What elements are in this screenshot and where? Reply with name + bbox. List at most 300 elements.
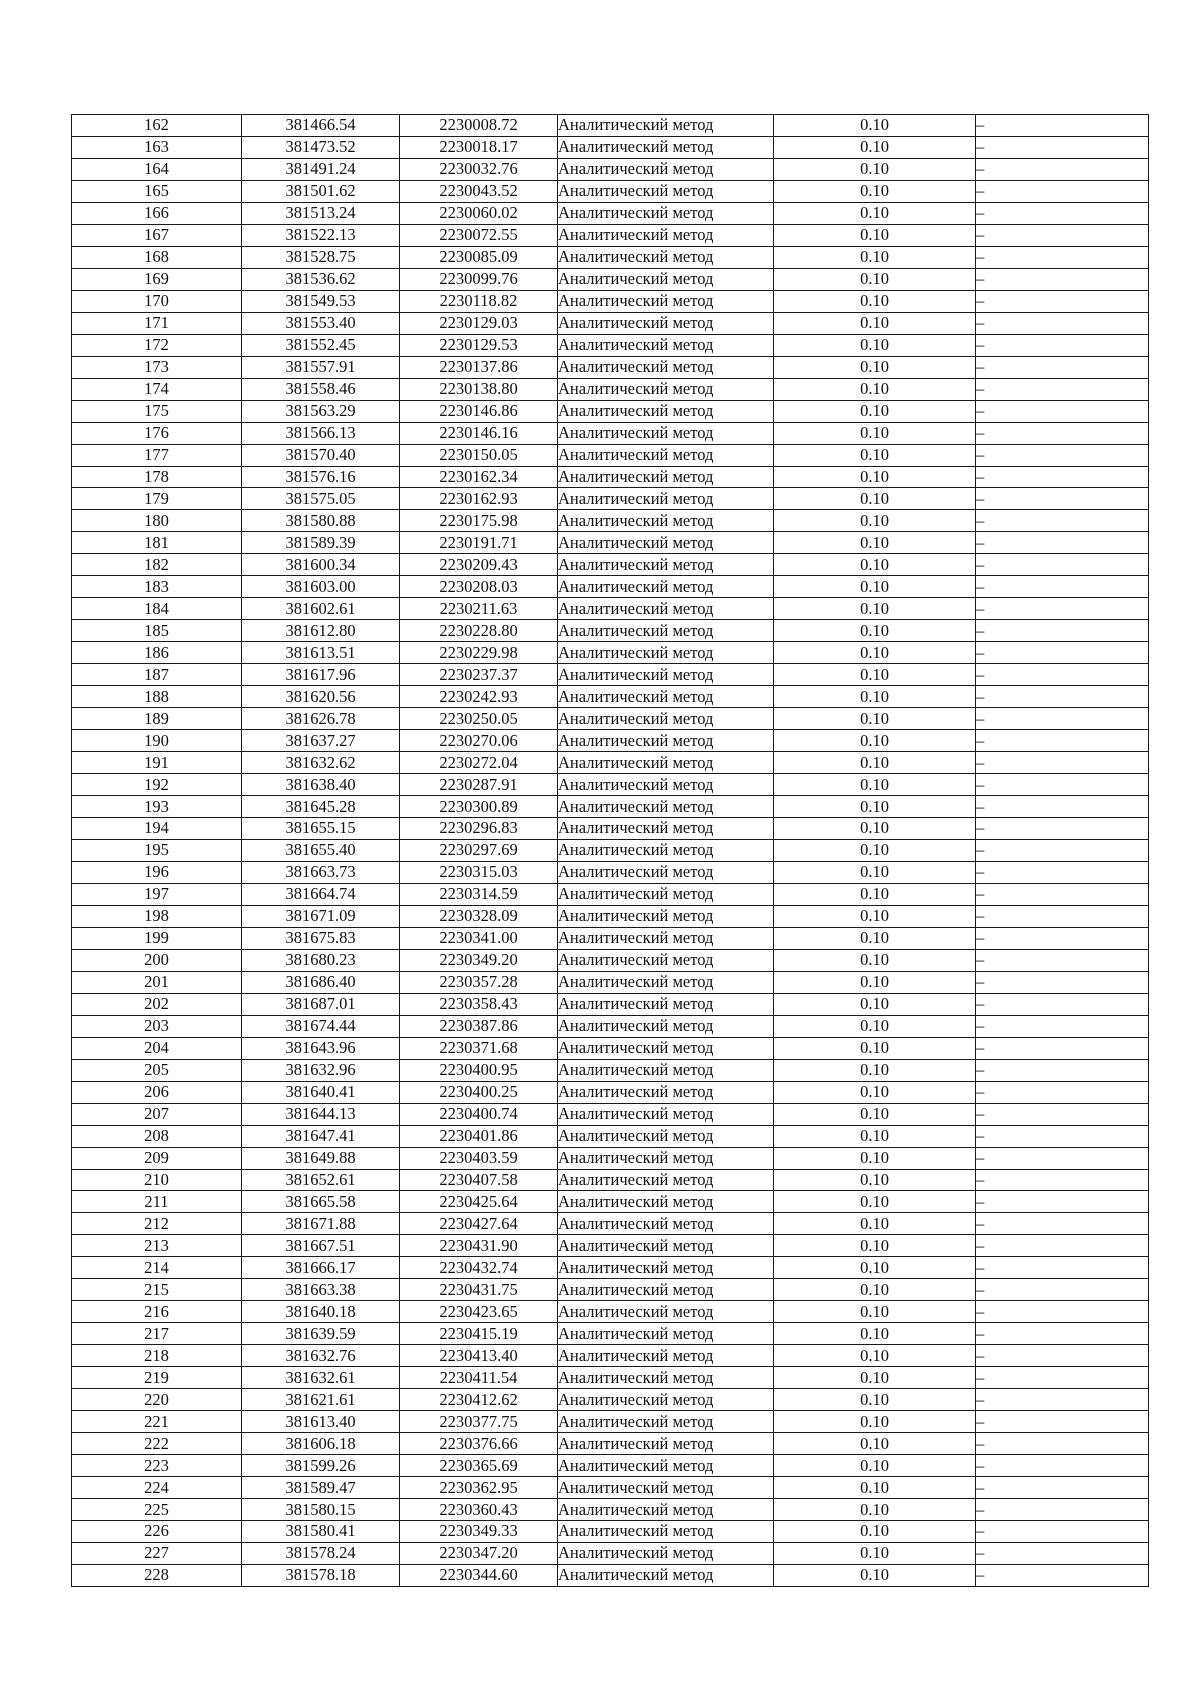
y-coordinate-cell: 2230129.03 (400, 312, 558, 334)
method-cell: Аналитический метод (558, 774, 774, 796)
point-number-cell: 226 (72, 1521, 242, 1543)
method-cell: Аналитический метод (558, 1301, 774, 1323)
table-row (72, 752, 1149, 774)
description-cell: – (976, 1103, 1149, 1125)
description-cell: – (976, 115, 1149, 137)
description-cell: – (976, 598, 1149, 620)
accuracy-cell: 0.10 (774, 576, 976, 598)
method-cell: Аналитический метод (558, 268, 774, 290)
description-cell: – (976, 971, 1149, 993)
y-coordinate-cell: 2230018.17 (400, 136, 558, 158)
y-coordinate-cell: 2230431.90 (400, 1235, 558, 1257)
y-coordinate-cell: 2230362.95 (400, 1477, 558, 1499)
table-row (72, 466, 1149, 488)
accuracy-cell: 0.10 (774, 1411, 976, 1433)
accuracy-cell: 0.10 (774, 883, 976, 905)
method-cell: Аналитический метод (558, 1147, 774, 1169)
y-coordinate-cell: 2230085.09 (400, 246, 558, 268)
description-cell: – (976, 752, 1149, 774)
point-number-cell: 216 (72, 1301, 242, 1323)
table-row (72, 730, 1149, 752)
method-cell: Аналитический метод (558, 466, 774, 488)
x-coordinate-cell: 381578.18 (242, 1564, 400, 1586)
accuracy-cell: 0.10 (774, 1323, 976, 1345)
method-cell: Аналитический метод (558, 1103, 774, 1125)
accuracy-cell: 0.10 (774, 246, 976, 268)
x-coordinate-cell: 381638.40 (242, 774, 400, 796)
accuracy-cell: 0.10 (774, 290, 976, 312)
y-coordinate-cell: 2230360.43 (400, 1499, 558, 1521)
x-coordinate-cell: 381665.58 (242, 1191, 400, 1213)
description-cell: – (976, 708, 1149, 730)
y-coordinate-cell: 2230377.75 (400, 1411, 558, 1433)
x-coordinate-cell: 381620.56 (242, 686, 400, 708)
method-cell: Аналитический метод (558, 971, 774, 993)
x-coordinate-cell: 381674.44 (242, 1015, 400, 1037)
x-coordinate-cell: 381473.52 (242, 136, 400, 158)
accuracy-cell: 0.10 (774, 1081, 976, 1103)
accuracy-cell: 0.10 (774, 1521, 976, 1543)
description-cell: – (976, 774, 1149, 796)
method-cell: Аналитический метод (558, 861, 774, 883)
method-cell: Аналитический метод (558, 949, 774, 971)
accuracy-cell: 0.10 (774, 334, 976, 356)
point-number-cell: 224 (72, 1477, 242, 1499)
y-coordinate-cell: 2230072.55 (400, 224, 558, 246)
x-coordinate-cell: 381644.13 (242, 1103, 400, 1125)
accuracy-cell: 0.10 (774, 1542, 976, 1564)
y-coordinate-cell: 2230400.74 (400, 1103, 558, 1125)
x-coordinate-cell: 381632.62 (242, 752, 400, 774)
accuracy-cell: 0.10 (774, 642, 976, 664)
description-cell: – (976, 532, 1149, 554)
table-row (72, 422, 1149, 444)
description-cell: – (976, 1564, 1149, 1586)
accuracy-cell: 0.10 (774, 1301, 976, 1323)
table-row (72, 1521, 1149, 1543)
method-cell: Аналитический метод (558, 1015, 774, 1037)
description-cell: – (976, 1301, 1149, 1323)
point-number-cell: 221 (72, 1411, 242, 1433)
point-number-cell: 222 (72, 1433, 242, 1455)
description-cell: – (976, 664, 1149, 686)
table-row (72, 1235, 1149, 1257)
table-row (72, 378, 1149, 400)
accuracy-cell: 0.10 (774, 554, 976, 576)
accuracy-cell: 0.10 (774, 818, 976, 840)
method-cell: Аналитический метод (558, 1169, 774, 1191)
table-row (72, 1037, 1149, 1059)
method-cell: Аналитический метод (558, 1213, 774, 1235)
point-number-cell: 185 (72, 620, 242, 642)
y-coordinate-cell: 2230347.20 (400, 1542, 558, 1564)
table-row (72, 1389, 1149, 1411)
table-row (72, 554, 1149, 576)
x-coordinate-cell: 381640.41 (242, 1081, 400, 1103)
x-coordinate-cell: 381589.39 (242, 532, 400, 554)
method-cell: Аналитический метод (558, 1389, 774, 1411)
accuracy-cell: 0.10 (774, 1213, 976, 1235)
y-coordinate-cell: 2230431.75 (400, 1279, 558, 1301)
y-coordinate-cell: 2230208.03 (400, 576, 558, 598)
description-cell: – (976, 158, 1149, 180)
table-row (72, 708, 1149, 730)
x-coordinate-cell: 381686.40 (242, 971, 400, 993)
x-coordinate-cell: 381680.23 (242, 949, 400, 971)
point-number-cell: 223 (72, 1455, 242, 1477)
table-row (72, 1564, 1149, 1586)
table-row (72, 949, 1149, 971)
x-coordinate-cell: 381602.61 (242, 598, 400, 620)
description-cell: – (976, 1213, 1149, 1235)
table-row (72, 1411, 1149, 1433)
method-cell: Аналитический метод (558, 993, 774, 1015)
table-row (72, 1542, 1149, 1564)
y-coordinate-cell: 2230328.09 (400, 905, 558, 927)
accuracy-cell: 0.10 (774, 796, 976, 818)
y-coordinate-cell: 2230146.86 (400, 400, 558, 422)
table-row (72, 1345, 1149, 1367)
point-number-cell: 208 (72, 1125, 242, 1147)
accuracy-cell: 0.10 (774, 422, 976, 444)
y-coordinate-cell: 2230118.82 (400, 290, 558, 312)
table-row (72, 1323, 1149, 1345)
point-number-cell: 174 (72, 378, 242, 400)
y-coordinate-cell: 2230423.65 (400, 1301, 558, 1323)
point-number-cell: 210 (72, 1169, 242, 1191)
point-number-cell: 200 (72, 949, 242, 971)
point-number-cell: 187 (72, 664, 242, 686)
method-cell: Аналитический метод (558, 334, 774, 356)
method-cell: Аналитический метод (558, 598, 774, 620)
accuracy-cell: 0.10 (774, 1015, 976, 1037)
y-coordinate-cell: 2230407.58 (400, 1169, 558, 1191)
description-cell: – (976, 1477, 1149, 1499)
point-number-cell: 194 (72, 818, 242, 840)
point-number-cell: 201 (72, 971, 242, 993)
point-number-cell: 204 (72, 1037, 242, 1059)
table-row (72, 686, 1149, 708)
accuracy-cell: 0.10 (774, 444, 976, 466)
table-row (72, 642, 1149, 664)
table-row (72, 774, 1149, 796)
table-row (72, 312, 1149, 334)
x-coordinate-cell: 381576.16 (242, 466, 400, 488)
method-cell: Аналитический метод (558, 839, 774, 861)
accuracy-cell: 0.10 (774, 752, 976, 774)
y-coordinate-cell: 2230371.68 (400, 1037, 558, 1059)
method-cell: Аналитический метод (558, 400, 774, 422)
table-row (72, 861, 1149, 883)
y-coordinate-cell: 2230150.05 (400, 444, 558, 466)
accuracy-cell: 0.10 (774, 400, 976, 422)
point-number-cell: 169 (72, 268, 242, 290)
method-cell: Аналитический метод (558, 1059, 774, 1081)
y-coordinate-cell: 2230427.64 (400, 1213, 558, 1235)
x-coordinate-cell: 381612.80 (242, 620, 400, 642)
point-number-cell: 163 (72, 136, 242, 158)
table-row (72, 356, 1149, 378)
y-coordinate-cell: 2230401.86 (400, 1125, 558, 1147)
accuracy-cell: 0.10 (774, 839, 976, 861)
point-number-cell: 189 (72, 708, 242, 730)
y-coordinate-cell: 2230146.16 (400, 422, 558, 444)
accuracy-cell: 0.10 (774, 1345, 976, 1367)
x-coordinate-cell: 381632.61 (242, 1367, 400, 1389)
y-coordinate-cell: 2230376.66 (400, 1433, 558, 1455)
method-cell: Аналитический метод (558, 818, 774, 840)
accuracy-cell: 0.10 (774, 1257, 976, 1279)
point-number-cell: 214 (72, 1257, 242, 1279)
y-coordinate-cell: 2230411.54 (400, 1367, 558, 1389)
x-coordinate-cell: 381671.09 (242, 905, 400, 927)
y-coordinate-cell: 2230314.59 (400, 883, 558, 905)
method-cell: Аналитический метод (558, 1499, 774, 1521)
description-cell: – (976, 268, 1149, 290)
table-row (72, 400, 1149, 422)
x-coordinate-cell: 381578.24 (242, 1542, 400, 1564)
y-coordinate-cell: 2230228.80 (400, 620, 558, 642)
y-coordinate-cell: 2230099.76 (400, 268, 558, 290)
y-coordinate-cell: 2230344.60 (400, 1564, 558, 1586)
accuracy-cell: 0.10 (774, 927, 976, 949)
x-coordinate-cell: 381617.96 (242, 664, 400, 686)
description-cell: – (976, 818, 1149, 840)
table-row (72, 796, 1149, 818)
method-cell: Аналитический метод (558, 1081, 774, 1103)
method-cell: Аналитический метод (558, 510, 774, 532)
accuracy-cell: 0.10 (774, 774, 976, 796)
x-coordinate-cell: 381536.62 (242, 268, 400, 290)
y-coordinate-cell: 2230242.93 (400, 686, 558, 708)
point-number-cell: 166 (72, 202, 242, 224)
method-cell: Аналитический метод (558, 708, 774, 730)
y-coordinate-cell: 2230137.86 (400, 356, 558, 378)
description-cell: – (976, 1257, 1149, 1279)
method-cell: Аналитический метод (558, 290, 774, 312)
method-cell: Аналитический метод (558, 444, 774, 466)
method-cell: Аналитический метод (558, 224, 774, 246)
y-coordinate-cell: 2230250.05 (400, 708, 558, 730)
table-row (72, 993, 1149, 1015)
description-cell: – (976, 1235, 1149, 1257)
description-cell: – (976, 246, 1149, 268)
y-coordinate-cell: 2230341.00 (400, 927, 558, 949)
point-number-cell: 220 (72, 1389, 242, 1411)
x-coordinate-cell: 381580.41 (242, 1521, 400, 1543)
table-row (72, 1433, 1149, 1455)
y-coordinate-cell: 2230211.63 (400, 598, 558, 620)
method-cell: Аналитический метод (558, 620, 774, 642)
description-cell: – (976, 905, 1149, 927)
x-coordinate-cell: 381663.38 (242, 1279, 400, 1301)
method-cell: Аналитический метод (558, 356, 774, 378)
accuracy-cell: 0.10 (774, 1433, 976, 1455)
y-coordinate-cell: 2230400.95 (400, 1059, 558, 1081)
x-coordinate-cell: 381570.40 (242, 444, 400, 466)
x-coordinate-cell: 381666.17 (242, 1257, 400, 1279)
y-coordinate-cell: 2230129.53 (400, 334, 558, 356)
point-number-cell: 211 (72, 1191, 242, 1213)
y-coordinate-cell: 2230349.33 (400, 1521, 558, 1543)
point-number-cell: 192 (72, 774, 242, 796)
point-number-cell: 206 (72, 1081, 242, 1103)
description-cell: – (976, 510, 1149, 532)
method-cell: Аналитический метод (558, 686, 774, 708)
accuracy-cell: 0.10 (774, 488, 976, 510)
method-cell: Аналитический метод (558, 158, 774, 180)
method-cell: Аналитический метод (558, 378, 774, 400)
point-number-cell: 219 (72, 1367, 242, 1389)
description-cell: – (976, 1433, 1149, 1455)
accuracy-cell: 0.10 (774, 1455, 976, 1477)
accuracy-cell: 0.10 (774, 664, 976, 686)
y-coordinate-cell: 2230209.43 (400, 554, 558, 576)
table-row (72, 927, 1149, 949)
point-number-cell: 209 (72, 1147, 242, 1169)
accuracy-cell: 0.10 (774, 356, 976, 378)
description-cell: – (976, 466, 1149, 488)
method-cell: Аналитический метод (558, 1477, 774, 1499)
table-row (72, 444, 1149, 466)
table-row (72, 268, 1149, 290)
method-cell: Аналитический метод (558, 115, 774, 137)
x-coordinate-cell: 381643.96 (242, 1037, 400, 1059)
point-number-cell: 188 (72, 686, 242, 708)
x-coordinate-cell: 381640.18 (242, 1301, 400, 1323)
table-row (72, 1103, 1149, 1125)
description-cell: – (976, 444, 1149, 466)
method-cell: Аналитический метод (558, 796, 774, 818)
method-cell: Аналитический метод (558, 664, 774, 686)
accuracy-cell: 0.10 (774, 949, 976, 971)
table-row (72, 1279, 1149, 1301)
x-coordinate-cell: 381589.47 (242, 1477, 400, 1499)
accuracy-cell: 0.10 (774, 708, 976, 730)
method-cell: Аналитический метод (558, 532, 774, 554)
y-coordinate-cell: 2230191.71 (400, 532, 558, 554)
point-number-cell: 190 (72, 730, 242, 752)
table-row (72, 1059, 1149, 1081)
point-number-cell: 207 (72, 1103, 242, 1125)
y-coordinate-cell: 2230425.64 (400, 1191, 558, 1213)
table-row (72, 158, 1149, 180)
description-cell: – (976, 1367, 1149, 1389)
y-coordinate-cell: 2230270.06 (400, 730, 558, 752)
method-cell: Аналитический метод (558, 642, 774, 664)
method-cell: Аналитический метод (558, 752, 774, 774)
x-coordinate-cell: 381655.15 (242, 818, 400, 840)
accuracy-cell: 0.10 (774, 1191, 976, 1213)
description-cell: – (976, 1081, 1149, 1103)
method-cell: Аналитический метод (558, 312, 774, 334)
point-number-cell: 227 (72, 1542, 242, 1564)
point-number-cell: 180 (72, 510, 242, 532)
x-coordinate-cell: 381637.27 (242, 730, 400, 752)
x-coordinate-cell: 381528.75 (242, 246, 400, 268)
description-cell: – (976, 1323, 1149, 1345)
description-cell: – (976, 620, 1149, 642)
y-coordinate-cell: 2230237.37 (400, 664, 558, 686)
description-cell: – (976, 180, 1149, 202)
x-coordinate-cell: 381649.88 (242, 1147, 400, 1169)
accuracy-cell: 0.10 (774, 136, 976, 158)
accuracy-cell: 0.10 (774, 1037, 976, 1059)
accuracy-cell: 0.10 (774, 224, 976, 246)
accuracy-cell: 0.10 (774, 1389, 976, 1411)
y-coordinate-cell: 2230175.98 (400, 510, 558, 532)
accuracy-cell: 0.10 (774, 730, 976, 752)
point-number-cell: 196 (72, 861, 242, 883)
table-row (72, 115, 1149, 137)
accuracy-cell: 0.10 (774, 1125, 976, 1147)
description-cell: – (976, 1411, 1149, 1433)
point-number-cell: 172 (72, 334, 242, 356)
point-number-cell: 195 (72, 839, 242, 861)
table-row (72, 576, 1149, 598)
description-cell: – (976, 576, 1149, 598)
y-coordinate-cell: 2230008.72 (400, 115, 558, 137)
y-coordinate-cell: 2230413.40 (400, 1345, 558, 1367)
method-cell: Аналитический метод (558, 1191, 774, 1213)
coordinates-table (71, 114, 1149, 1587)
accuracy-cell: 0.10 (774, 1564, 976, 1586)
table-row (72, 1125, 1149, 1147)
y-coordinate-cell: 2230365.69 (400, 1455, 558, 1477)
point-number-cell: 182 (72, 554, 242, 576)
description-cell: – (976, 949, 1149, 971)
table-row (72, 1477, 1149, 1499)
description-cell: – (976, 488, 1149, 510)
y-coordinate-cell: 2230297.69 (400, 839, 558, 861)
description-cell: – (976, 334, 1149, 356)
point-number-cell: 205 (72, 1059, 242, 1081)
y-coordinate-cell: 2230387.86 (400, 1015, 558, 1037)
coordinates-table-body (72, 115, 1149, 1587)
point-number-cell: 170 (72, 290, 242, 312)
method-cell: Аналитический метод (558, 1433, 774, 1455)
description-cell: – (976, 883, 1149, 905)
x-coordinate-cell: 381613.40 (242, 1411, 400, 1433)
accuracy-cell: 0.10 (774, 510, 976, 532)
x-coordinate-cell: 381575.05 (242, 488, 400, 510)
accuracy-cell: 0.10 (774, 115, 976, 137)
x-coordinate-cell: 381606.18 (242, 1433, 400, 1455)
x-coordinate-cell: 381491.24 (242, 158, 400, 180)
accuracy-cell: 0.10 (774, 620, 976, 642)
y-coordinate-cell: 2230357.28 (400, 971, 558, 993)
description-cell: – (976, 1037, 1149, 1059)
accuracy-cell: 0.10 (774, 180, 976, 202)
description-cell: – (976, 312, 1149, 334)
x-coordinate-cell: 381553.40 (242, 312, 400, 334)
y-coordinate-cell: 2230403.59 (400, 1147, 558, 1169)
method-cell: Аналитический метод (558, 246, 774, 268)
table-row (72, 620, 1149, 642)
description-cell: – (976, 993, 1149, 1015)
table-row (72, 1257, 1149, 1279)
table-row (72, 1499, 1149, 1521)
x-coordinate-cell: 381645.28 (242, 796, 400, 818)
x-coordinate-cell: 381599.26 (242, 1455, 400, 1477)
point-number-cell: 162 (72, 115, 242, 137)
x-coordinate-cell: 381600.34 (242, 554, 400, 576)
description-cell: – (976, 1499, 1149, 1521)
method-cell: Аналитический метод (558, 1257, 774, 1279)
method-cell: Аналитический метод (558, 1279, 774, 1301)
method-cell: Аналитический метод (558, 1125, 774, 1147)
description-cell: – (976, 554, 1149, 576)
